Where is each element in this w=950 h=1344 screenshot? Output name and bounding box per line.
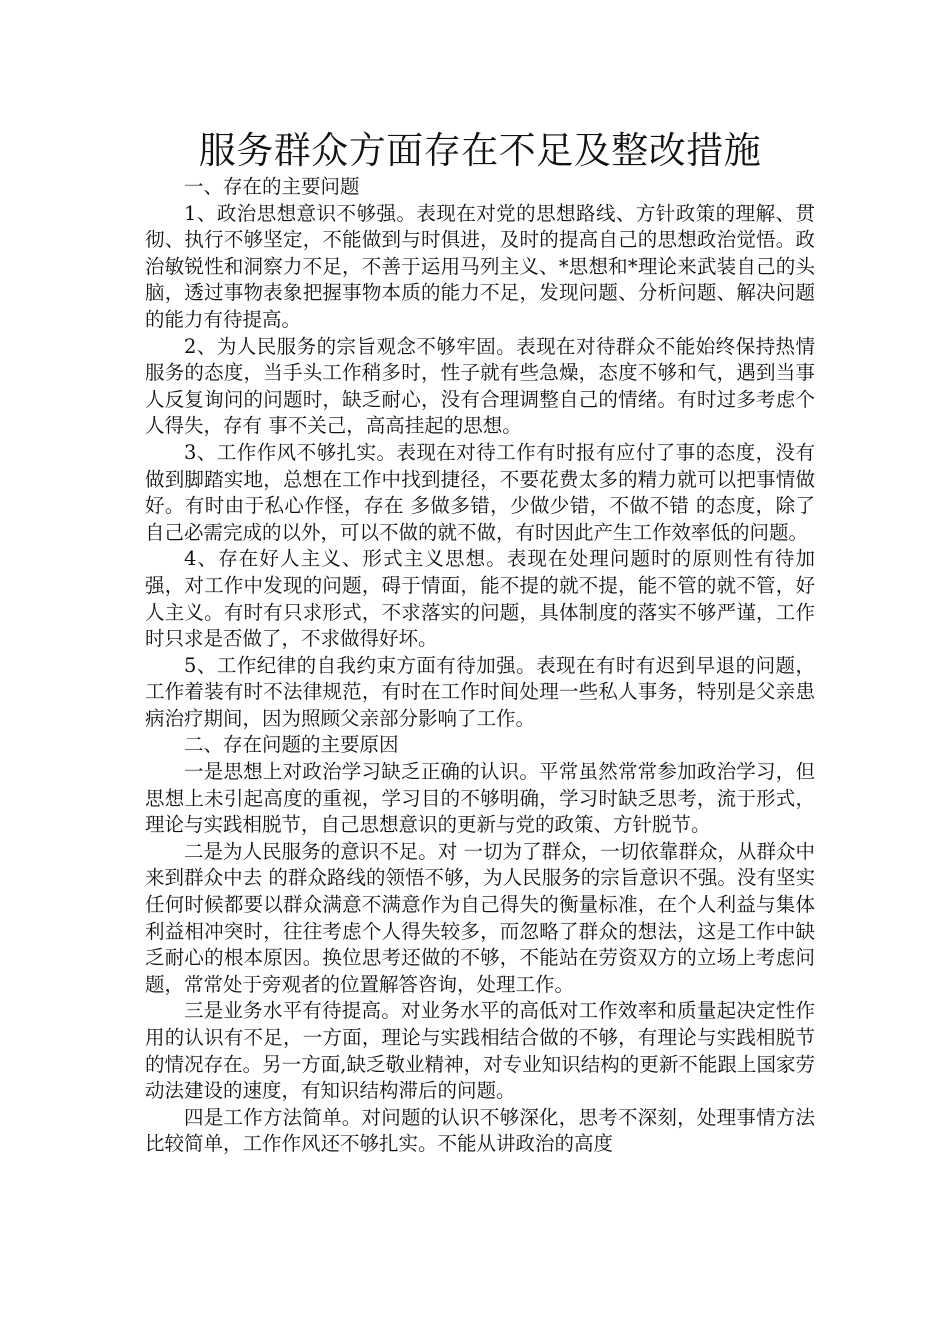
- paragraph-cause-2: 二是为人民服务的意识不足。对 一切为了群众，一切依靠群众，从群众中来到群众中去 的群众路线的领悟不够，为人民服务的宗旨意识不强。没有坚实任何时候都要以群众满意不满意作为自己得失的衡量标准，在个人利益与集体利益相冲突时，往往考虑个人得失较多，而忽略了群众的想法，这是工作中缺乏耐心的根本原因。换位思考还做的不够，不能站在劳资双方的立场上考虑问题，常常处于旁观者的位置解答咨询，处理工作。: [145, 839, 815, 996]
- paragraph-cause-1: 一是思想上对政治学习缺乏正确的认识。平常虽然常常参加政治学习，但思想上未引起高度的重视，学习目的不够明确，学习时缺乏思考，流于形式，理论与实践相脱节，自己思想意识的更新与党的政策、方针脱节。: [145, 760, 815, 837]
- paragraph-cause-4: 四是工作方法简单。对问题的认识不够深化，思考不深刻，处理事情方法比较简单，工作作风还不够扎实。不能从讲政治的高度: [145, 1105, 815, 1156]
- paragraph-problem-2: 2、为人民服务的宗旨观念不够牢固。表现在对待群众不能始终保持热情服务的态度，当手头工作稍多时，性子就有些急燥，态度不够和气，遇到当事人反复询问的问题时，缺乏耐心，没有合理调整自己的情绪。有时过多考虑个人得失，存有 事不关己，高高挂起的思想。: [145, 334, 815, 438]
- paragraph-problem-3: 3、工作作风不够扎实。表现在对待工作有时报有应付了事的态度，没有做到脚踏实地，总想在工作中找到捷径，不要花费太多的精力就可以把事情做好。有时由于私心作怪，存在 多做多错，少做少错，不做不错 的态度，除了自己必需完成的以外，可以不做的就不做，有时因此产生工作效率低的问题。: [145, 440, 815, 544]
- document-title: 服务群众方面存在不足及整改措施: [198, 129, 762, 172]
- section-heading-problems: 一、存在的主要问题: [184, 175, 360, 198]
- section-heading-causes: 二、存在问题的主要原因: [184, 733, 399, 757]
- document-body: [145, 128, 815, 1158]
- paragraph-problem-4: 4、存在好人主义、形式主义思想。表现在处理问题时的原则性有待加强，对工作中发现的问题，碍于情面，能不提的就不提，能不管的就不管，好人主义。有时有只求形式，不求落实的问题，具体制度的落实不够严谨，工作时只求是否做了，不求做得好坏。: [145, 547, 815, 651]
- paragraph-problem-5: 5、工作纪律的自我约束方面有待加强。表现在有时有迟到早退的问题，工作着装有时不法律规范，有时在工作时间处理一些私人事务，特别是父亲患病治疗期间，因为照顾父亲部分影响了工作。: [145, 653, 815, 730]
- paragraph-problem-1: 1、政治思想意识不够强。表现在对党的思想路线、方针政策的理解、贯彻、执行不够坚定，不能做到与时俱进，及时的提高自己的思想政治觉悟。政治敏锐性和洞察力不足，不善于运用马列主义、*思想和*理论来武装自己的头脑，透过事物表象把握事物本质的能力不足，发现问题、分析问题、解决问题的能力有待提高。: [145, 201, 815, 331]
- paragraph-cause-3: 三是业务水平有待提高。对业务水平的高低对工作效率和质量起决定性作用的认识有不足，一方面，理论与实践相结合做的不够，有理论与实践相脱节的情况存在。另一方面,缺乏敬业精神，对专业知识结构的更新不能跟上国家劳动法建设的速度，有知识结构滞后的问题。: [145, 999, 815, 1103]
